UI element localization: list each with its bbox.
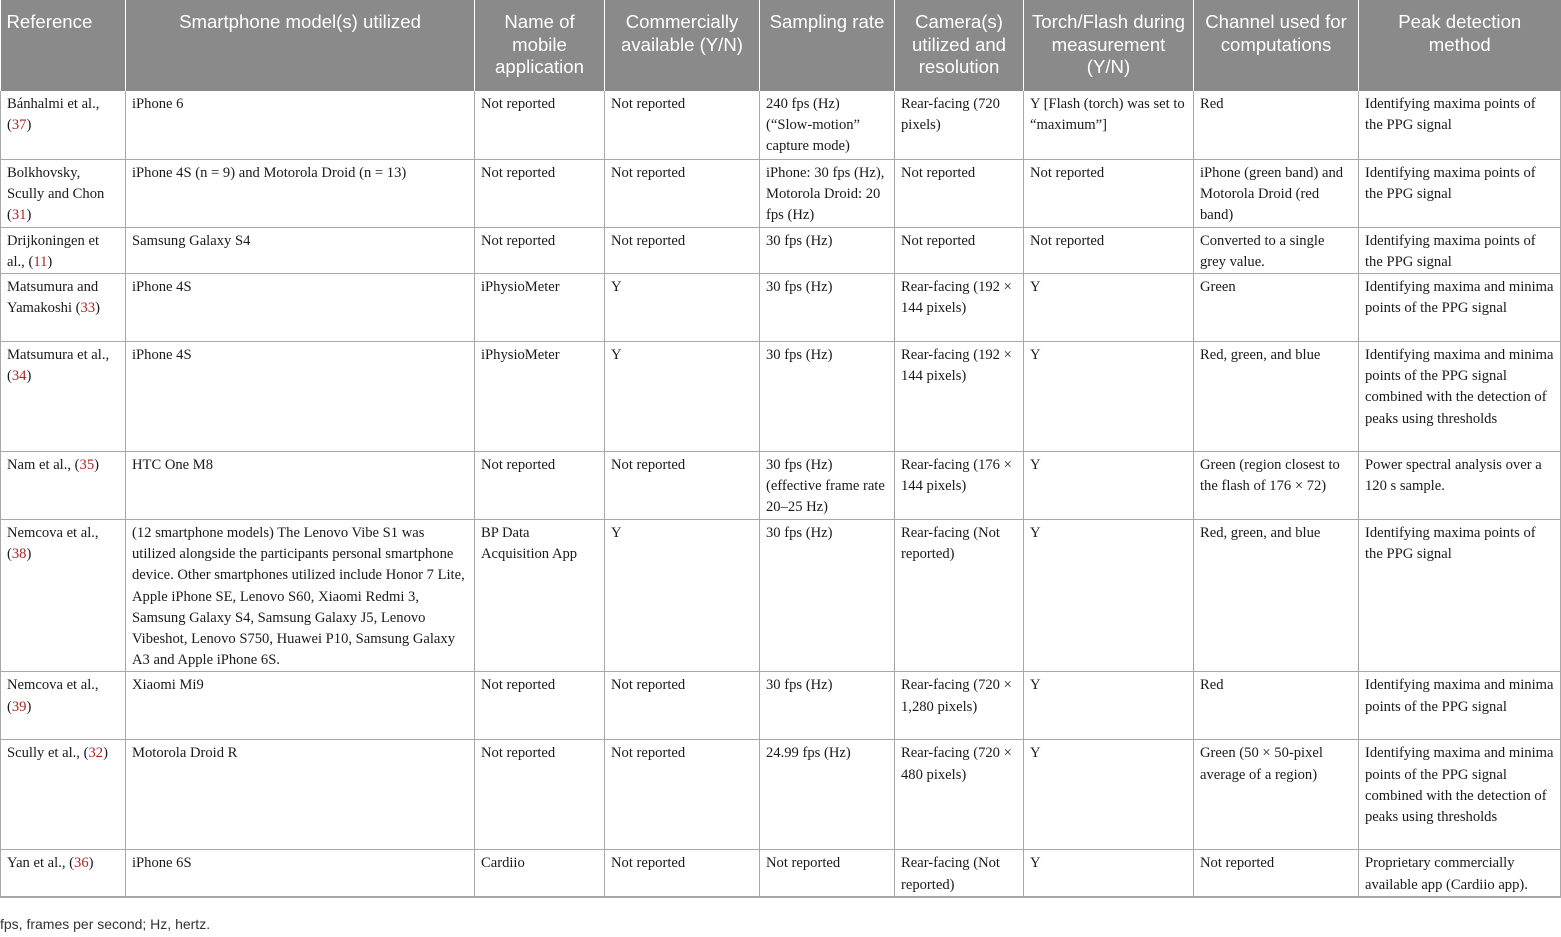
peak-cell: Power spectral analysis over a 120 s sample.: [1359, 451, 1561, 519]
table-row: [1, 341, 1561, 451]
reference-author: Scully et al., (: [7, 745, 89, 762]
channel-cell: Red: [1194, 672, 1359, 740]
sampling-cell: 24.99 fps (Hz): [760, 740, 895, 850]
header-reference: Reference: [1, 0, 126, 91]
app-cell: Not reported: [475, 740, 605, 850]
channel-cell: Red: [1194, 91, 1359, 159]
app-cell: iPhysioMeter: [475, 273, 605, 341]
table-row: [1, 273, 1561, 341]
peak-cell: Identifying maxima points of the PPG signal: [1359, 159, 1561, 227]
reference-paren: ): [26, 698, 32, 715]
camera-cell: Rear-facing (720 pixels): [895, 91, 1024, 159]
peak-cell: Identifying maxima and minima points of the PPG signal combined with the detection of peaks using thresholds: [1359, 341, 1561, 451]
camera-cell: Rear-facing (Not reported): [895, 519, 1024, 671]
reference-cell: [1, 273, 126, 341]
sampling-cell: 30 fps (Hz): [760, 273, 895, 341]
reference-paren: ): [26, 368, 32, 385]
commercial-cell: Y: [605, 519, 760, 671]
app-cell: iPhysioMeter: [475, 341, 605, 451]
torch-cell: Y: [1024, 451, 1194, 519]
torch-cell: Y: [1024, 672, 1194, 740]
reference-cell: [1, 227, 126, 273]
commercial-cell: Not reported: [605, 91, 760, 159]
reference-cell: [1, 672, 126, 740]
table-row: [1, 672, 1561, 740]
channel-cell: Green (50 × 50-pixel average of a region): [1194, 740, 1359, 850]
commercial-cell: Not reported: [605, 672, 760, 740]
reference-link[interactable]: 32: [88, 745, 104, 762]
smartphone-cell: iPhone 4S (n = 9) and Motorola Droid (n = 13): [126, 159, 475, 227]
commercial-cell: Not reported: [605, 451, 760, 519]
smartphone-cell: HTC One M8: [126, 451, 475, 519]
reference-paren: ): [26, 546, 32, 563]
sampling-cell: 30 fps (Hz): [760, 227, 895, 273]
table-footnote: fps, frames per second; Hz, hertz.: [0, 916, 211, 932]
reference-cell: [1, 451, 126, 519]
reference-link[interactable]: 31: [11, 206, 27, 223]
table-row: [1, 227, 1561, 273]
reference-paren: ): [103, 745, 108, 762]
channel-cell: iPhone (green band) and Motorola Droid (red band): [1194, 159, 1359, 227]
camera-cell: Rear-facing (176 × 144 pixels): [895, 451, 1024, 519]
camera-cell: Not reported: [895, 227, 1024, 273]
reference-author: Drijkoningen et al., (: [7, 232, 100, 270]
smartphone-cell: Samsung Galaxy S4: [126, 227, 475, 273]
header-peak-detection: Peak detection method: [1359, 0, 1561, 91]
app-cell: Not reported: [475, 672, 605, 740]
reference-author: Bolkhovsky, Scully and Chon (: [7, 164, 105, 223]
sampling-cell: 30 fps (Hz) (effective frame rate 20–25 Hz): [760, 451, 895, 519]
app-cell: Not reported: [475, 227, 605, 273]
reference-link[interactable]: 38: [11, 546, 27, 563]
reference-paren: ): [88, 855, 94, 872]
peak-cell: Identifying maxima points of the PPG signal: [1359, 91, 1561, 159]
reference-link[interactable]: 36: [74, 855, 89, 872]
table-row: [1, 740, 1561, 850]
torch-cell: Y: [1024, 519, 1194, 671]
reference-link[interactable]: 35: [79, 456, 95, 473]
reference-paren: ): [95, 300, 100, 317]
camera-cell: Rear-facing (720 × 1,280 pixels): [895, 672, 1024, 740]
peak-cell: Identifying maxima points of the PPG signal: [1359, 519, 1561, 671]
reference-author: Matsumura and Yamakoshi (: [7, 278, 99, 317]
smartphone-cell: iPhone 4S: [126, 341, 475, 451]
header-camera-resolution: Camera(s) utilized and resolution: [895, 0, 1024, 91]
reference-paren: ): [26, 206, 32, 223]
header-smartphone-models: Smartphone model(s) utilized: [126, 0, 475, 91]
reference-author: Nam et al., (: [7, 456, 80, 473]
sampling-cell: 30 fps (Hz): [760, 341, 895, 451]
app-cell: BP Data Acquisition App: [475, 519, 605, 671]
reference-author: Yan et al., (: [7, 855, 75, 872]
table-row: [1, 159, 1561, 227]
app-cell: Not reported: [475, 91, 605, 159]
header-sampling-rate: Sampling rate: [760, 0, 895, 91]
torch-cell: Not reported: [1024, 159, 1194, 227]
torch-cell: Y: [1024, 273, 1194, 341]
sampling-cell: iPhone: 30 fps (Hz), Motorola Droid: 20 fps (Hz): [760, 159, 895, 227]
torch-cell: Y: [1024, 740, 1194, 850]
smartphone-cell: iPhone 6: [126, 91, 475, 159]
smartphone-cell: Motorola Droid R: [126, 740, 475, 850]
header-row: [1, 0, 1561, 91]
peak-cell: Identifying maxima and minima points of the PPG signal: [1359, 672, 1561, 740]
reference-link[interactable]: 11: [33, 253, 48, 270]
header-channel: Channel used for computations: [1194, 0, 1359, 91]
smartphone-cell: iPhone 4S: [126, 273, 475, 341]
app-cell: Not reported: [475, 159, 605, 227]
peak-cell: Proprietary commercially available app (Cardiio app).: [1359, 850, 1561, 897]
channel-cell: Green: [1194, 273, 1359, 341]
table-row: [1, 451, 1561, 519]
reference-author: Nemcova et al., (: [7, 524, 99, 563]
torch-cell: Not reported: [1024, 227, 1194, 273]
torch-cell: Y: [1024, 341, 1194, 451]
torch-cell: Y [Flash (torch) was set to “maximum”]: [1024, 91, 1194, 159]
smartphone-cell: (12 smartphone models) The Lenovo Vibe S1 was utilized alongside the participants personal smartphone device. Other smartphones utilized include Honor 7 Lite, Apple iPhone SE, Lenovo S60, Xiaomi Redmi 3, Samsung Galaxy S4, Samsung Galaxy J5, Lenovo Vibeshot, Lenovo S750, Huawei P10, Samsung Galaxy A3 and Apple iPhone 6S.: [126, 519, 475, 671]
reference-link[interactable]: 37: [11, 117, 27, 134]
reference-cell: [1, 159, 126, 227]
reference-link[interactable]: 39: [11, 698, 27, 715]
reference-author: Nemcova et al., (: [7, 677, 99, 715]
reference-author: Bánhalmi et al., (: [7, 96, 100, 134]
reference-cell: [1, 341, 126, 451]
reference-cell: [1, 740, 126, 850]
channel-cell: Converted to a single grey value.: [1194, 227, 1359, 273]
header-app-name: Name of mobile application: [475, 0, 605, 91]
commercial-cell: Not reported: [605, 159, 760, 227]
torch-cell: Y: [1024, 850, 1194, 897]
reference-author: Matsumura et al., (: [7, 346, 110, 385]
reference-paren: ): [47, 253, 53, 270]
camera-cell: Rear-facing (Not reported): [895, 850, 1024, 897]
sampling-cell: 240 fps (Hz) (“Slow-motion” capture mode): [760, 91, 895, 159]
commercial-cell: Y: [605, 341, 760, 451]
reference-link[interactable]: 33: [80, 300, 96, 317]
header-commercially-available: Commercially available (Y/N): [605, 0, 760, 91]
table-row: [1, 519, 1561, 671]
app-cell: Cardiio: [475, 850, 605, 897]
reference-paren: ): [26, 117, 32, 134]
smartphone-cell: Xiaomi Mi9: [126, 672, 475, 740]
reference-cell: [1, 91, 126, 159]
camera-cell: Rear-facing (192 × 144 pixels): [895, 341, 1024, 451]
sampling-cell: 30 fps (Hz): [760, 672, 895, 740]
channel-cell: Red, green, and blue: [1194, 341, 1359, 451]
channel-cell: Red, green, and blue: [1194, 519, 1359, 671]
app-cell: Not reported: [475, 451, 605, 519]
camera-cell: Not reported: [895, 159, 1024, 227]
reference-paren: ): [94, 456, 100, 473]
sampling-cell: 30 fps (Hz): [760, 519, 895, 671]
channel-cell: Green (region closest to the flash of 176 × 72): [1194, 451, 1359, 519]
camera-cell: Rear-facing (720 × 480 pixels): [895, 740, 1024, 850]
commercial-cell: Not reported: [605, 850, 760, 897]
peak-cell: Identifying maxima and minima points of the PPG signal combined with the detection of peaks using thresholds: [1359, 740, 1561, 850]
commercial-cell: Not reported: [605, 227, 760, 273]
reference-link[interactable]: 34: [11, 368, 27, 385]
camera-cell: Rear-facing (192 × 144 pixels): [895, 273, 1024, 341]
reference-cell: [1, 850, 126, 897]
smartphone-cell: iPhone 6S: [126, 850, 475, 897]
commercial-cell: Y: [605, 273, 760, 341]
peak-cell: Identifying maxima points of the PPG signal: [1359, 227, 1561, 273]
table-row: [1, 91, 1561, 159]
peak-cell: Identifying maxima and minima points of the PPG signal: [1359, 273, 1561, 341]
commercial-cell: Not reported: [605, 740, 760, 850]
sampling-cell: Not reported: [760, 850, 895, 897]
table-row: [1, 850, 1561, 897]
reference-cell: [1, 519, 126, 671]
channel-cell: Not reported: [1194, 850, 1359, 897]
header-torch-flash: Torch/Flash during measurement (Y/N): [1024, 0, 1194, 91]
